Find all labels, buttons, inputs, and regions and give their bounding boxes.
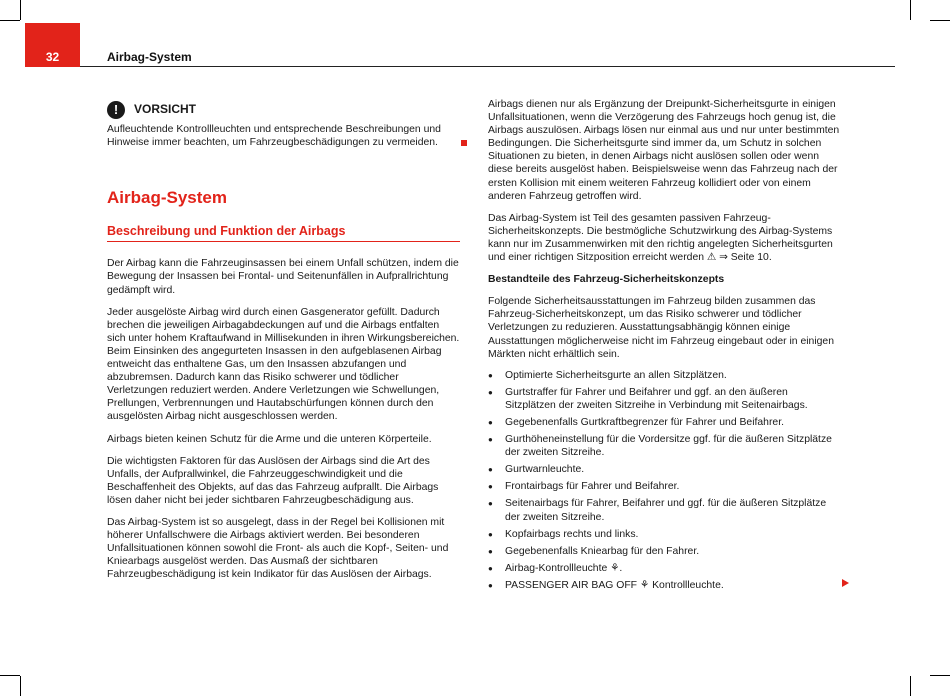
paragraph: Der Airbag kann die Fahrzeuginsassen bei einem Unfall schützen, indem die Bewegung der Insassen bei Frontal- und Seitenunfällen in Aufprallrichtung gedämpft wird. bbox=[107, 258, 459, 296]
list-item: ● Airbag-Kontrollleuchte ⚘. bbox=[488, 562, 840, 575]
crop-mark bbox=[930, 675, 950, 676]
crop-mark bbox=[910, 676, 911, 696]
list-item: ● PASSENGER AIR BAG OFF ⚘ Kontrollleuchte. bbox=[488, 579, 840, 592]
caution-box bbox=[107, 101, 460, 149]
header-rule bbox=[80, 66, 895, 67]
crop-mark bbox=[0, 20, 20, 21]
paragraph: Jeder ausgelöste Airbag wird durch einen Gasgenerator gefüllt. Dadurch brechen die jeweiligen Airbagabdeckungen auf und die Airbags entfalten sich unter hohem Kraftaufwand in Millisekunden in ihren Wirkungsbereichen. Beim Einsinken des angegurteten Insassen in den aufgeblasenen Airbag entweicht das enthaltene Gas, um den Insassen abzufangen und abzubremsen. Dadurch kann das Risiko schwerer und tödlicher Verletzungen reduziert werden. Andere Verletzungen wie Schwellungen, Prellungen, Verbrennungen und Hautabschürfungen können durch den ausgelösten Airbag nicht ausgeschlossen werden. bbox=[107, 306, 460, 423]
list-item: ● Gegebenenfalls Gurtkraftbegrenzer für Fahrer und Beifahrer. bbox=[488, 416, 840, 429]
paragraph: Das Airbag-System ist Teil des gesamten passiven Fahrzeug-Sicherheitskonzepts. Die bestmögliche Schutzwirkung des Airbag-Systems kann nur im Zusammenwirken mit den richtig angelegten Sicherheitsgurten und einer richtigen Sitzposition erreicht werden ⚠ ⇒ Seite 10. bbox=[488, 212, 833, 264]
crop-mark bbox=[910, 0, 911, 20]
section-title: Airbag-System bbox=[107, 188, 227, 208]
exclamation-circle-icon: ! bbox=[107, 101, 125, 119]
left-column bbox=[107, 101, 460, 590]
list-item: ● Gurtstraffer für Fahrer und Beifahrer und ggf. an den äußeren Sitzplätzen der zweiten Sitzreihe in Verbindung mit Seitenairbags. bbox=[488, 386, 840, 412]
crop-mark bbox=[20, 676, 21, 696]
list-item: ● Gurtwarnleuchte. bbox=[488, 463, 840, 476]
section-subtitle: Beschreibung und Funktion der Airbags bbox=[107, 224, 346, 239]
paragraph: Folgende Sicherheitsausstattungen im Fahrzeug bilden zusammen das Fahrzeug-Sicherheitskonzept, um das Risiko schwerer und tödlicher Verletzungen zu reduzieren. Ausstattungsabhängig können einige Ausstattungen möglicherweise nicht im Fahrzeug eingebaut oder in einigen Märkten nicht erhältlich sein. bbox=[488, 296, 834, 360]
caution-text: Aufleuchtende Kontrollleuchten und entsprechende Beschreibungen und Hinweise immer beachten, um Fahrzeugbeschädigungen zu vermeiden. bbox=[107, 124, 441, 149]
red-square-icon bbox=[461, 140, 467, 146]
crop-mark bbox=[0, 675, 20, 676]
paragraph: Die wichtigsten Faktoren für das Auslösen der Airbags sind die Art des Unfalls, der Aufprallwinkel, die Fahrzeuggeschwindigkeit und die Beschaffenheit des Objekts, auf das das Fahrzeug aufprallt. Die Airbags lösen daher nicht bei jeder sichtbaren Fahrzeugbeschädigung aus. bbox=[107, 455, 439, 506]
subheading: Bestandteile des Fahrzeug-Sicherheitskonzepts bbox=[488, 274, 725, 286]
list-item: ● Kopfairbags rechts und links. bbox=[488, 528, 840, 541]
crop-mark bbox=[930, 20, 950, 21]
paragraph: Das Airbag-System ist so ausgelegt, dass in der Regel bei Kollisionen mit höherer Unfallschwere die Airbags aktiviert werden. Bei besonderen Unfallsituationen können sowohl die Front- als auch die Kopf-, Seiten- und Kniearbags ausgelöst werden. Das Ausmaß der sichtbaren Fahrzeugbeschädigung ist kein Indikator für das Auslösen der Airbags. bbox=[107, 516, 449, 581]
list-item: ● Seitenairbags für Fahrer, Beifahrer und ggf. für die äußeren Sitzplätze der zweiten Sitzreihe. bbox=[488, 497, 840, 523]
paragraph: Airbags bieten keinen Schutz für die Arme und die unteren Körperteile. bbox=[107, 433, 432, 445]
bullet-list bbox=[488, 369, 840, 592]
list-item: ● Optimierte Sicherheitsgurte an allen Sitzplätzen. bbox=[488, 369, 840, 382]
page-number: 32 bbox=[45, 50, 60, 64]
list-item: ● Gegebenenfalls Kniearbag für den Fahrer. bbox=[488, 545, 840, 558]
crop-mark bbox=[20, 0, 21, 20]
list-item: ● Frontairbags für Fahrer und Beifahrer. bbox=[488, 480, 840, 493]
subtitle-rule bbox=[107, 241, 460, 242]
caution-title: VORSICHT bbox=[134, 102, 197, 117]
red-triangle-arrow-icon bbox=[842, 579, 849, 587]
running-header-title: Airbag-System bbox=[107, 50, 192, 64]
right-column bbox=[488, 98, 840, 596]
list-item: ● Gurthöheneinstellung für die Vordersitze ggf. für die äußeren Sitzplätze der zweiten Sitzreihe. bbox=[488, 433, 840, 459]
paragraph: Airbags dienen nur als Ergänzung der Dreipunkt-Sicherheitsgurte in einigen Unfallsituationen, wenn die Verzögerung des Fahrzeugs hoch genug ist, die Airbags auszulösen. Airbags lösen nur einmal aus und nur unter bestimmten Bedingungen. Die Sicherheitsgurte sind immer da, um Schutz in solchen Situationen zu bieten, in denen Airbags nicht auslösen sollen oder wenn diese bereits ausgelöst haben. Beispielsweise wenn das Fahrzeug nach der ersten Kollision mit einem weiteren Fahrzeug kollidiert oder von einem anderen Fahrzeug getroffen wird. bbox=[488, 99, 840, 202]
